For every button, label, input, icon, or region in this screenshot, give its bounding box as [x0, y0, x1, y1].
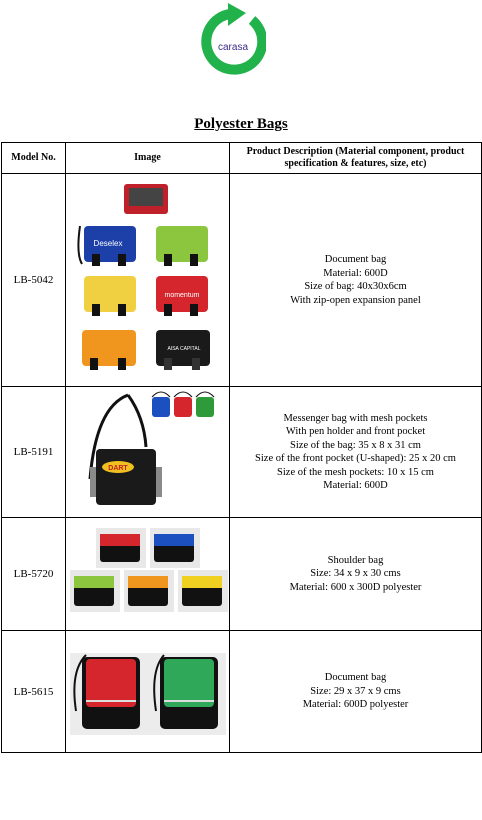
description-line: Size of bag: 40x30x6cm [304, 281, 407, 292]
table-row [2, 387, 482, 518]
header-description: Product Description (Material component, product specification & features, size, etc) [230, 143, 482, 174]
product-image [66, 174, 230, 387]
model-number: LB-5191 [2, 387, 66, 518]
bag-label: DART [108, 465, 128, 472]
header-image: Image [66, 143, 230, 174]
bag-label: momentum [164, 292, 200, 299]
table-row [2, 631, 482, 753]
description-line: Material: 600D [323, 480, 388, 491]
description-line: Size: 34 x 9 x 30 cms [310, 568, 401, 580]
description-line: Document bag [324, 672, 387, 684]
header-model: Model No. [2, 143, 66, 174]
product-description [230, 631, 482, 753]
model-number: LB-5720 [2, 518, 66, 631]
table-header-row [2, 143, 482, 174]
description-line: Material: 600D [323, 267, 388, 279]
description-line: Messenger bag with mesh pockets [283, 412, 428, 424]
product-image [66, 387, 230, 518]
table-row [2, 174, 482, 387]
description-line: With zip-open expansion panel [290, 294, 421, 306]
logo-text: carasa [217, 42, 249, 53]
product-description [230, 518, 482, 631]
description-line: With pen holder and front pocket [285, 426, 426, 437]
description-line: Size: 29 x 37 x 9 cms [310, 685, 401, 697]
description-line: Material: 600 x 300D polyester [289, 581, 422, 593]
model-number: LB-5042 [2, 174, 66, 387]
product-image [66, 631, 230, 753]
model-number: LB-5615 [2, 631, 66, 753]
product-description [230, 387, 482, 518]
description-line: Document bag [324, 254, 387, 265]
description-line: Size of the bag: 35 x 8 x 31 cm [290, 439, 421, 451]
description-line: Material: 600D polyester [302, 699, 409, 711]
product-image [66, 518, 230, 631]
bag-label: AISA CAPITAL [167, 346, 201, 352]
company-logo [200, 2, 266, 86]
description-line: Size of the front pocket (U-shaped): 25 x 20 cm [255, 453, 456, 464]
product-table [1, 142, 482, 753]
bag-label: Deselex [93, 239, 123, 248]
description-line: Shoulder bag [327, 554, 384, 566]
description-line: Size of the mesh pockets: 10 x 15 cm [277, 466, 434, 478]
page-title: Polyester Bags [194, 116, 288, 132]
product-description [230, 174, 482, 387]
table-row [2, 518, 482, 631]
